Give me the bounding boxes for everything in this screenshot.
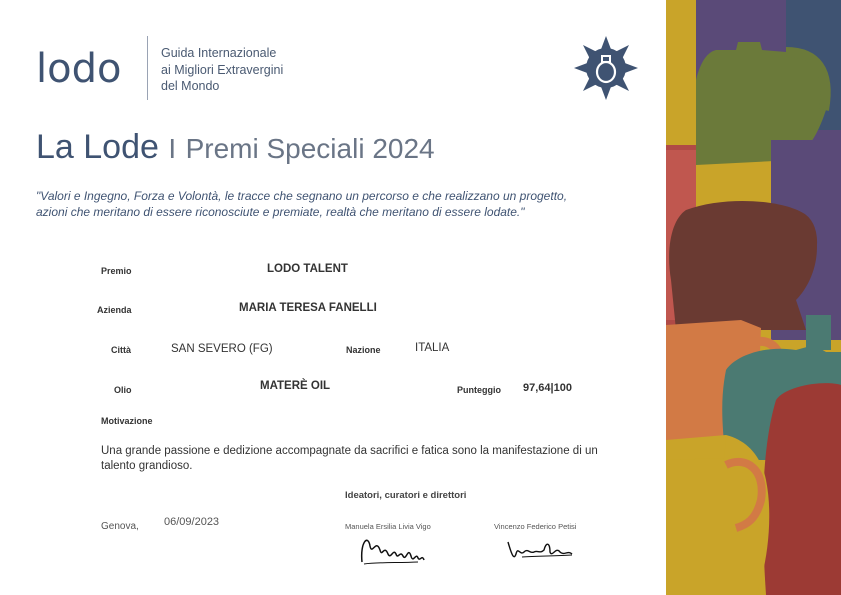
- citta-value: SAN SEVERO (FG): [171, 343, 273, 355]
- title-sub: Premi Speciali 2024: [185, 133, 435, 164]
- signer-1-name: Manuela Ersilia Livia Vigo: [345, 522, 431, 531]
- tagline-line-3: del Mondo: [161, 79, 220, 93]
- title-separator: I: [168, 133, 177, 164]
- nazione-label: Nazione: [346, 345, 381, 355]
- place: Genova,: [101, 521, 139, 532]
- signature-1: [358, 532, 428, 570]
- signature-2: [506, 536, 576, 564]
- quote-line-2: azioni che meritano di essere riconosciute e premiate, realtà che meritano di essere lodate.": [36, 205, 525, 219]
- citta-label: Città: [111, 345, 131, 355]
- decorative-jars-panel: [666, 0, 841, 595]
- tagline: [161, 45, 283, 95]
- lodo-logo: [36, 44, 136, 93]
- olio-label: Olio: [114, 385, 132, 395]
- tagline-line-2: ai Migliori Extravergini: [161, 62, 284, 77]
- signer-2-name: Vincenzo Federico Petisi: [494, 522, 577, 531]
- quote: [36, 188, 596, 220]
- lodo-logo-mark: [36, 44, 136, 88]
- header-divider: [147, 36, 148, 100]
- punteggio-value: 97,64|100: [523, 382, 572, 394]
- azienda-label: Azienda: [97, 305, 132, 315]
- tagline-line-1: Guida Internazionale: [161, 46, 277, 60]
- logo-text: lodo: [36, 46, 122, 88]
- page-title: [36, 128, 435, 167]
- ideatori-label: Ideatori, curatori e direttori: [345, 490, 467, 501]
- punteggio-label: Punteggio: [457, 385, 501, 395]
- azienda-value: MARIA TERESA FANELLI: [239, 302, 377, 314]
- premio-label: Premio: [101, 266, 132, 276]
- nazione-value: ITALIA: [415, 342, 450, 354]
- quote-line-1: "Valori e Ingegno, Forza e Volontà, le tracce che segnano un percorso e che realizzano un progetto,: [36, 189, 568, 203]
- lodo-emblem-icon: [572, 34, 640, 102]
- olio-value: MATERÈ OIL: [260, 380, 331, 392]
- date: 06/09/2023: [164, 516, 220, 528]
- motivazione-text: Una grande passione e dedizione accompagnate da sacrifici e fatica sono la manifestazione di un talento grandioso.: [101, 445, 598, 472]
- premio-value: LODO TALENT: [267, 263, 348, 275]
- title-main: La Lode: [36, 128, 159, 166]
- motivazione-label: Motivazione: [101, 416, 153, 426]
